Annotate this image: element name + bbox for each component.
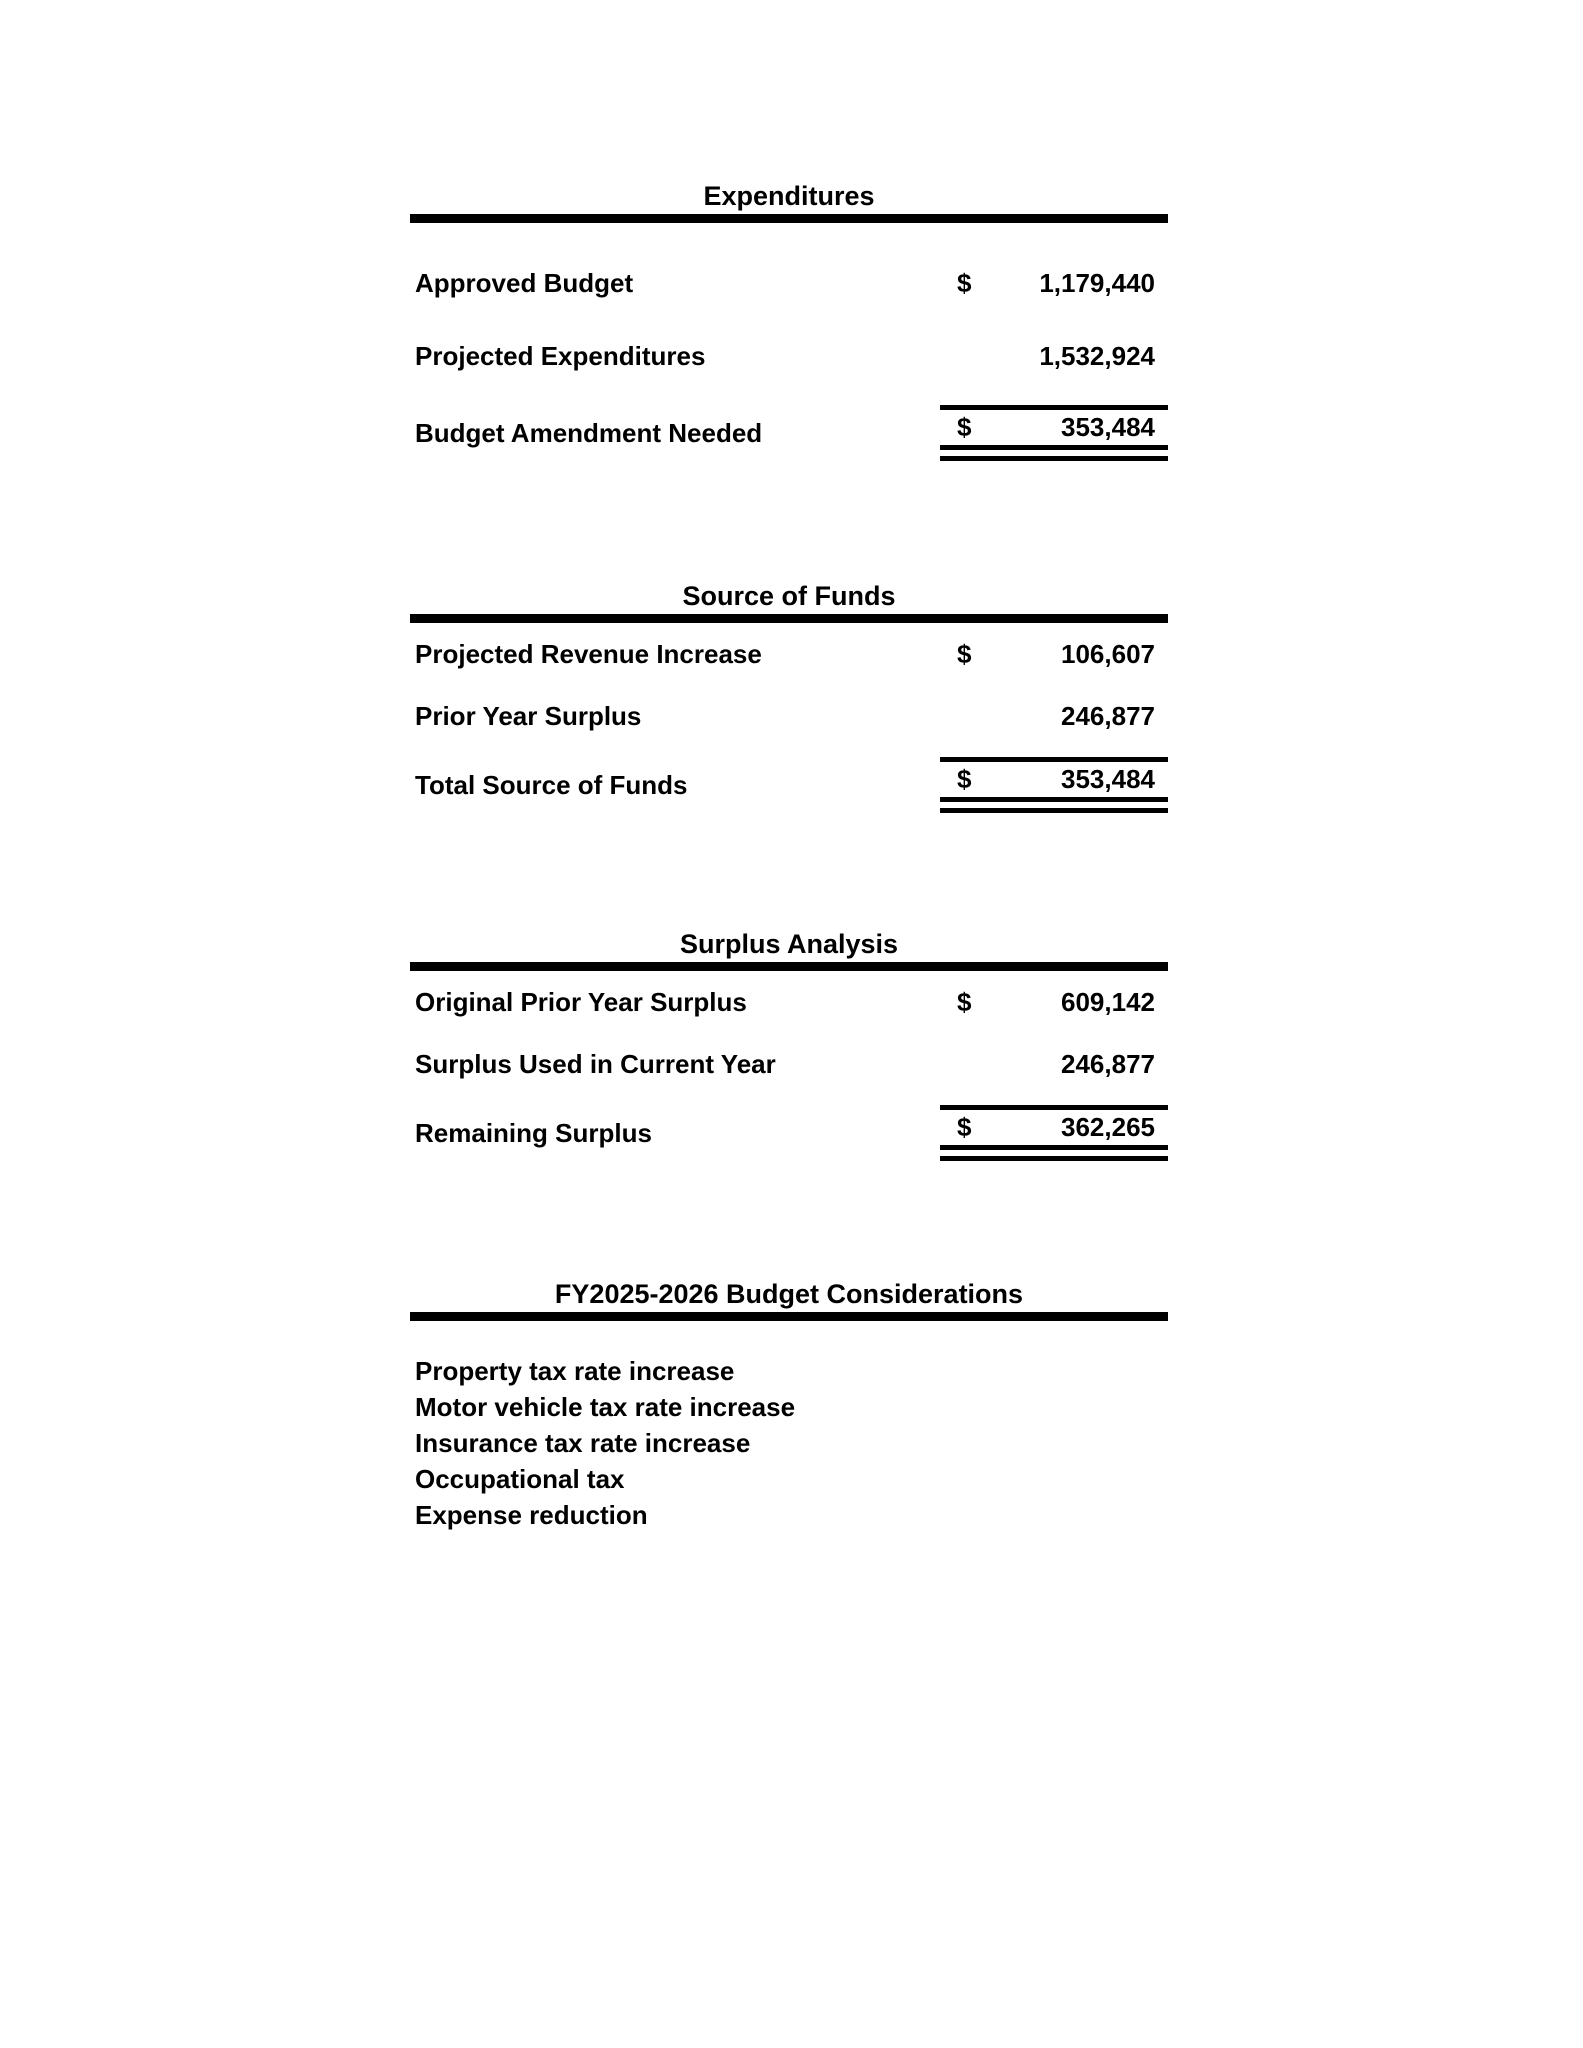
- amount-cell: [940, 639, 1168, 670]
- section-title: Surplus Analysis: [410, 928, 1168, 971]
- total-row: [410, 757, 1168, 813]
- amount-value: 353,484: [1061, 764, 1155, 794]
- amount-cell-total: [940, 757, 1168, 813]
- row-label: Surplus Used in Current Year: [415, 1048, 776, 1079]
- total-row: [410, 405, 1168, 461]
- currency-symbol: $: [957, 412, 972, 442]
- section-budget-considerations: [410, 1278, 1168, 1533]
- amount-value: 246,877: [1061, 1048, 1155, 1079]
- list-item: Property tax rate increase: [415, 1356, 735, 1386]
- row-label: Original Prior Year Surplus: [415, 986, 747, 1017]
- table-row: [410, 685, 1168, 747]
- list-item: Insurance tax rate increase: [415, 1428, 751, 1458]
- amount-cell-total: [940, 405, 1168, 461]
- table-row: [410, 971, 1168, 1033]
- section-title: FY2025-2026 Budget Considerations: [410, 1278, 1168, 1321]
- amount-cell: [940, 1049, 1168, 1080]
- amount-cell: [940, 341, 1168, 372]
- total-row: [410, 1105, 1168, 1161]
- table-row: [410, 247, 1168, 320]
- row-label: Projected Expenditures: [415, 341, 706, 371]
- list-item: Occupational tax: [415, 1464, 625, 1494]
- row-label: Approved Budget: [415, 268, 634, 298]
- section-surplus-analysis: [410, 928, 1168, 1161]
- table-row: [410, 1033, 1168, 1095]
- list-item: Motor vehicle tax rate increase: [415, 1392, 796, 1422]
- list-item: Expense reduction: [415, 1500, 648, 1530]
- section-source-of-funds: [410, 580, 1168, 813]
- considerations-list: [410, 1353, 1168, 1533]
- currency-symbol: $: [957, 764, 972, 794]
- amount-value: 246,877: [1061, 700, 1155, 731]
- amount-cell: [940, 268, 1168, 299]
- row-label: Projected Revenue Increase: [415, 638, 762, 669]
- amount-cell: [940, 701, 1168, 732]
- blank-row: [410, 223, 1168, 247]
- currency-symbol: $: [957, 986, 972, 1017]
- section-title: Expenditures: [410, 180, 1168, 223]
- currency-symbol: $: [957, 268, 972, 298]
- amount-value: 353,484: [1061, 412, 1155, 442]
- section-expenditures: [410, 180, 1168, 461]
- amount-value: 362,265: [1061, 1112, 1155, 1142]
- amount-cell: [940, 987, 1168, 1018]
- table-row: [410, 320, 1168, 393]
- blank-row: [410, 1321, 1168, 1353]
- currency-symbol: $: [957, 1112, 972, 1142]
- amount-cell-total: [940, 1105, 1168, 1161]
- row-label: Total Source of Funds: [415, 769, 688, 800]
- row-label: Prior Year Surplus: [415, 700, 642, 731]
- row-label: Budget Amendment Needed: [415, 417, 763, 448]
- amount-value: 106,607: [1061, 638, 1155, 669]
- row-label: Remaining Surplus: [415, 1117, 652, 1148]
- currency-symbol: $: [957, 638, 972, 669]
- amount-value: 1,532,924: [1039, 341, 1155, 371]
- table-row: [410, 623, 1168, 685]
- amount-value: 1,179,440: [1039, 268, 1155, 298]
- section-title: Source of Funds: [410, 580, 1168, 623]
- amount-value: 609,142: [1061, 986, 1155, 1017]
